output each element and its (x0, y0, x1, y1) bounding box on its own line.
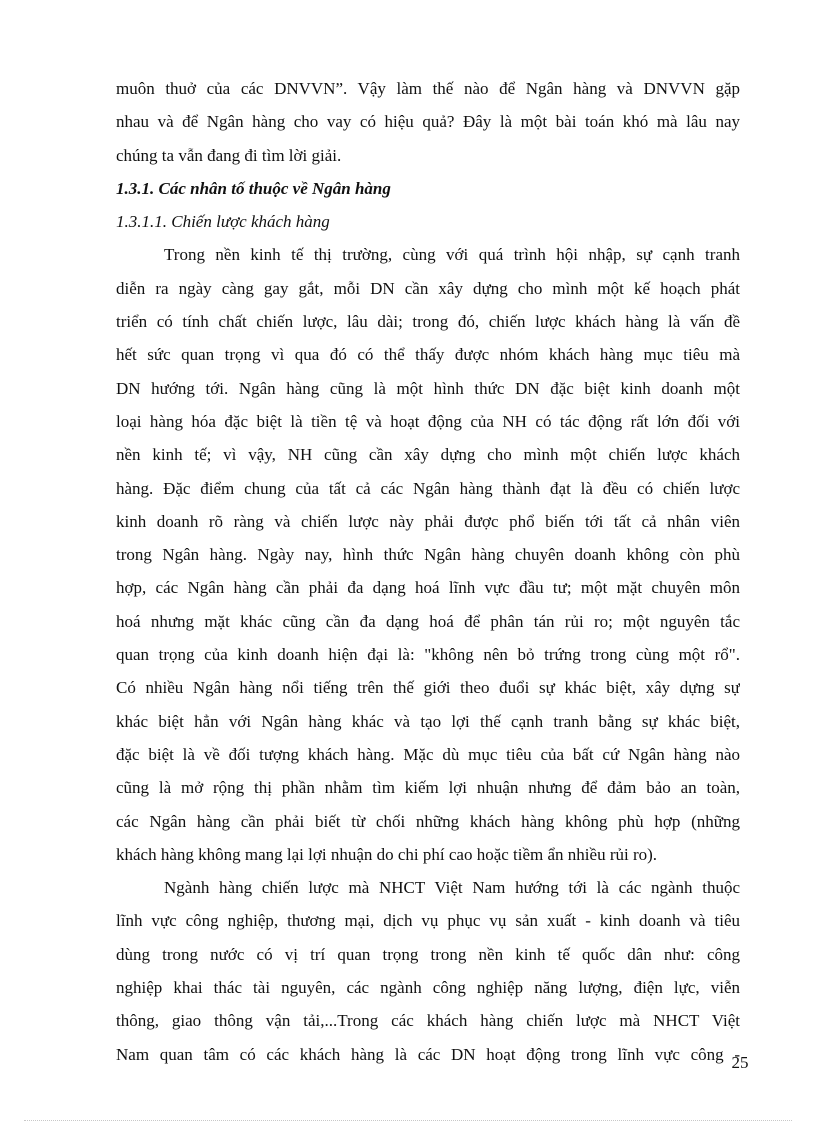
text-line: Có nhiều Ngân hàng nổi tiếng trên thế giới theo đuổi sự khác biệt, xây dựng sự (116, 678, 740, 698)
text-line: Ngành hàng chiến lược mà NHCT Việt Nam hướng tới là các ngành thuộc (164, 878, 740, 898)
text-line: Trong nền kinh tế thị trường, cùng với quá trình hội nhập, sự cạnh tranh (164, 245, 740, 265)
text-line: đặc biệt là về đối tượng khách hàng. Mặc dù mục tiêu của bất cứ Ngân hàng nào (116, 744, 740, 764)
paragraph-customer-strategy (116, 238, 740, 871)
text-line: dùng trong nước có vị trí quan trọng trong nền kinh tế quốc dân như: công (116, 944, 740, 964)
paragraph-strategic-sectors (116, 871, 740, 1071)
text-line: kinh doanh rõ ràng và chiến lược này phải được phổ biến tới tất cả nhân viên (116, 511, 740, 531)
page-bottom-divider (24, 1120, 792, 1121)
text-line: loại hàng hóa đặc biệt là tiền tệ và hoạt động của NH có tác động rất lớn đối với (116, 411, 740, 431)
text-line: muôn thuở của các DNVVN”. Vậy làm thế nào để Ngân hàng và DNVVN gặp (116, 79, 740, 98)
text-line: hàng. Đặc điểm chung của tất cả các Ngân hàng thành đạt là đều có chiến lược (116, 478, 740, 498)
text-line: nghiệp khai thác tài nguyên, các ngành công nghiệp năng lượng, điện lực, viễn (116, 978, 740, 998)
text-line: lĩnh vực công nghiệp, thương mại, dịch vụ phục vụ sản xuất - kinh doanh và tiêu (116, 911, 740, 931)
text-line: khác biệt hẳn với Ngân hàng khác và tạo lợi thế cạnh tranh bằng sự khác biệt, (116, 711, 740, 731)
text-line: chúng ta vẫn đang đi tìm lời giải. (116, 145, 342, 165)
text-line: hết sức quan trọng vì qua đó có thể thấy được nhóm khách hàng mục tiêu mà (116, 345, 740, 365)
text-line: cũng là mở rộng thị phần nhằm tìm kiếm lợi nhuận nhưng để đảm bảo an toàn, (116, 778, 740, 798)
section-heading: 1.3.1. Các nhân tố thuộc về Ngân hàng (116, 178, 391, 198)
text-line: trong Ngân hàng. Ngày nay, hình thức Ngân hàng chuyên doanh không còn phù (116, 545, 740, 565)
text-line: hoá nhưng mặt khác cũng cần đa dạng hoá để phân tán rủi ro; một nguyên tắc (116, 611, 740, 631)
text-line: các Ngân hàng cần phải biết từ chối những khách hàng không phù hợp (những (116, 811, 740, 831)
text-line: triển có tính chất chiến lược, lâu dài; trong đó, chiến lược khách hàng là vấn đề (116, 312, 740, 332)
text-line: thông, giao thông vận tải,...Trong các khách hàng chiến lược mà NHCT Việt (116, 1011, 740, 1031)
text-line: nền kinh tế; vì vậy, NH cũng cần xây dựng cho mình một chiến lược khách (116, 445, 740, 465)
text-line: hợp, các Ngân hàng cần phải đa dạng hoá lĩnh vực đầu tư; một mặt chuyên môn (116, 578, 740, 598)
text-line: quan trọng của kinh doanh hiện đại là: "không nên bỏ trứng trong cùng một rổ". (116, 645, 740, 665)
text-line: DN hướng tới. Ngân hàng cũng là một hình thức DN đặc biệt kinh doanh một (116, 378, 740, 398)
page-number: 25 (731, 1053, 749, 1072)
text-line: Nam quan tâm có các khách hàng là các DN hoạt động trong lĩnh vực công - (116, 1044, 740, 1064)
document-body (116, 72, 740, 1071)
subsection-heading: 1.3.1.1. Chiến lược khách hàng (116, 212, 330, 232)
text-line: nhau và để Ngân hàng cho vay có hiệu quả? Đây là một bài toán khó mà lâu nay (116, 112, 740, 132)
text-line: diễn ra ngày càng gay gắt, mỗi DN cần xây dựng cho mình một kế hoạch phát (116, 278, 740, 298)
intro-paragraph (116, 72, 740, 172)
text-line: khách hàng không mang lại lợi nhuận do chi phí cao hoặc tiềm ẩn nhiều rủi ro). (116, 844, 658, 864)
